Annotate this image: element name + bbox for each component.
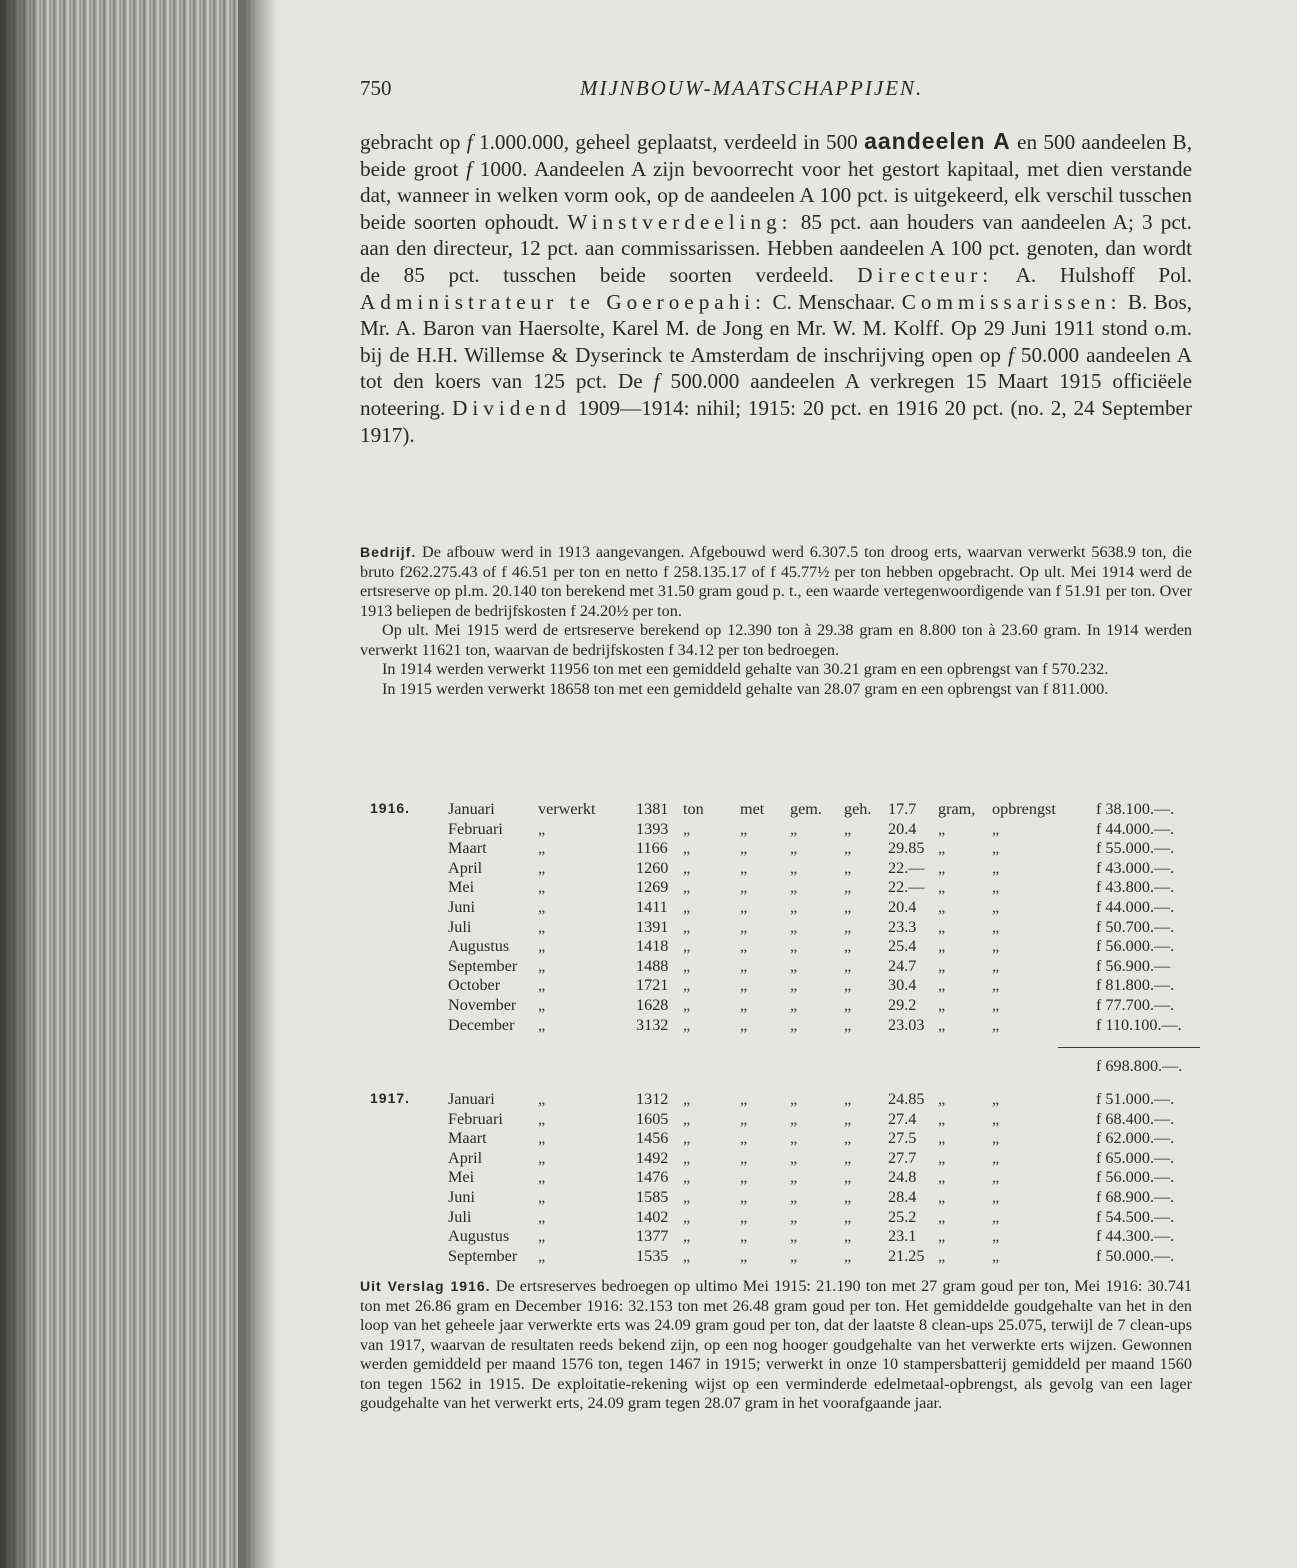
table-row xyxy=(360,878,1200,898)
verwerkt-cell: „ xyxy=(538,1246,546,1265)
intro-text-run: f xyxy=(466,130,473,154)
ditto-cell: „ xyxy=(938,839,946,858)
gram-cell: 22.— xyxy=(888,858,925,877)
tons-cell: 1377 xyxy=(636,1227,669,1246)
bedrijf-paragraph: In 1915 werden verwerkt 18658 ton met een gemiddeld gehalte van 28.07 gram en een opbrengst van f 811.000. xyxy=(382,679,1109,698)
month-cell: November xyxy=(448,995,517,1014)
amount-cell: f 44.000.—. xyxy=(1096,819,1175,838)
intro-text-run: en 500 aandeelen B, beide groot xyxy=(360,130,1192,181)
ditto-cell: „ xyxy=(740,995,748,1014)
gram-cell: 28.4 xyxy=(888,1187,917,1206)
table-row xyxy=(360,1168,1200,1188)
verwerkt-cell: „ xyxy=(538,839,546,858)
ditto-cell: met xyxy=(740,800,765,818)
ditto-cell: „ xyxy=(790,858,798,877)
ditto-cell: „ xyxy=(740,1187,748,1206)
tons-cell: 1393 xyxy=(636,819,669,838)
unit-cell: „ xyxy=(683,1129,691,1148)
unit-cell: „ xyxy=(683,819,691,838)
table-row xyxy=(360,918,1200,938)
unit-cell: „ xyxy=(683,1109,691,1128)
bedrijf-paragraph: In 1914 werden verwerkt 11956 ton met een gemiddeld gehalte van 30.21 gram en een opbrengst van f 570.232. xyxy=(382,660,1109,678)
ditto-cell: „ xyxy=(740,1090,748,1108)
table-row xyxy=(360,898,1200,918)
ditto-cell: „ xyxy=(938,1015,946,1034)
amount-cell: f 43.000.—. xyxy=(1096,858,1175,877)
ditto-cell: „ xyxy=(740,1227,748,1246)
bedrijf-section xyxy=(360,543,1192,699)
tons-cell: 1391 xyxy=(636,917,669,936)
ditto-cell: „ xyxy=(938,1148,946,1167)
amount-cell: f 43.800.—. xyxy=(1096,878,1175,897)
tons-cell: 1381 xyxy=(636,800,669,818)
bedrijf-paragraph: Op ult. Mei 1915 werd de ertsreserve berekend op 12.390 ton à 29.38 gram en 8.800 ton à 23.60 gram. In 1914 werden verwerkt 11621 ton, waarvan de bedrijfskosten f 34.12 per ton bedroegen. xyxy=(360,621,1192,659)
unit-cell: „ xyxy=(683,1187,691,1206)
ditto-cell: „ xyxy=(844,1129,852,1148)
gram-cell: 24.8 xyxy=(888,1168,917,1187)
page-title: MIJNBOUW-MAATSCHAPPIJEN. xyxy=(580,76,924,100)
unit-cell: „ xyxy=(683,1090,691,1108)
verwerkt-cell: „ xyxy=(538,937,546,956)
bedrijf-heading: Bedrijf. xyxy=(360,544,417,560)
ditto-cell: „ xyxy=(740,1246,748,1265)
tons-cell: 1312 xyxy=(636,1090,669,1108)
tons-cell: 1166 xyxy=(636,839,668,858)
ditto-cell: „ xyxy=(790,1109,798,1128)
month-cell: Maart xyxy=(448,839,487,858)
ditto-cell: „ xyxy=(790,1148,798,1167)
verwerkt-cell: „ xyxy=(538,1148,546,1167)
ditto-cell: „ xyxy=(844,937,852,956)
table-row xyxy=(360,1016,1200,1036)
gram-cell: 29.85 xyxy=(888,839,925,858)
gram-cell: 29.2 xyxy=(888,995,917,1014)
ditto-cell: „ xyxy=(938,1187,946,1206)
gram-cell: 23.3 xyxy=(888,917,917,936)
ditto-cell: „ xyxy=(844,995,852,1014)
ditto-cell: „ xyxy=(992,917,1000,936)
company-description xyxy=(360,128,1192,448)
ditto-cell: „ xyxy=(790,1187,798,1206)
ditto-cell: „ xyxy=(844,897,852,916)
ditto-cell: „ xyxy=(790,1015,798,1034)
page-number: 750 xyxy=(360,76,392,100)
verwerkt-cell: „ xyxy=(538,878,546,897)
verwerkt-cell: „ xyxy=(538,858,546,877)
ditto-cell: „ xyxy=(992,819,1000,838)
verwerkt-cell: „ xyxy=(538,917,546,936)
amount-cell: f 56.900.— xyxy=(1096,956,1171,975)
intro-text-run: gebracht op xyxy=(360,130,467,154)
ditto-cell: „ xyxy=(992,878,1000,897)
ditto-cell: „ xyxy=(938,1227,946,1246)
bedrijf-paragraph: De afbouw werd in 1913 aangevangen. Afgebouwd werd 6.307.5 ton droog erts, waarvan verwerkt 5638.9 ton, die bruto f262.275.43 of f 46.51 per ton en netto f 258.135.17 of f 45.77½ per ton hebben opgebracht. Op ult. Mei 1914 werd de ertsreserve op pl.m. 20.140 ton berekend met 31.50 gram goud p. t., een waarde vertegenwoordigende van f 51.91 per ton. Over 1913 beliepen de bedrijfskosten f 24.20½ per ton. xyxy=(360,543,1192,620)
intro-text-run: 1.000.000, geheel geplaatst, verdeeld in 500 xyxy=(472,130,865,154)
table-row xyxy=(360,996,1200,1016)
month-cell: Augustus xyxy=(448,937,510,956)
ditto-cell: „ xyxy=(992,956,1000,975)
verslag-heading: Uit Verslag 1916. xyxy=(360,1278,491,1294)
ditto-cell: „ xyxy=(740,1129,748,1148)
gram-cell: 17.7 xyxy=(888,800,917,818)
tons-cell: 1402 xyxy=(636,1207,669,1226)
amount-cell: f 65.000.—. xyxy=(1096,1148,1175,1167)
ditto-cell: „ xyxy=(938,917,946,936)
ditto-cell: „ xyxy=(790,878,798,897)
unit-cell: „ xyxy=(683,897,691,916)
ditto-cell: „ xyxy=(740,897,748,916)
ditto-cell: „ xyxy=(844,956,852,975)
year-label: 1916. xyxy=(370,800,411,816)
ditto-cell: „ xyxy=(992,839,1000,858)
ditto-cell: gem. xyxy=(790,800,822,818)
amount-cell: f 44.000.—. xyxy=(1096,897,1175,916)
gram-cell: 21.25 xyxy=(888,1246,925,1265)
ditto-cell: „ xyxy=(740,956,748,975)
ditto-cell: „ xyxy=(938,1246,946,1265)
ditto-cell: „ xyxy=(992,976,1000,995)
ditto-cell: „ xyxy=(740,1168,748,1187)
unit-cell: „ xyxy=(683,976,691,995)
ditto-cell: „ xyxy=(844,1246,852,1265)
table-row xyxy=(360,859,1200,879)
verwerkt-cell: „ xyxy=(538,1168,546,1187)
intro-text-run: B. Bos, Mr. A. Baron van Haersolte, Karel M. de Jong en Mr. W. M. Kolff. Op 29 Juni 1911 stond o.m. bij de H.H. Willemse & Dyserinck te Amsterdam de inschrijving open op xyxy=(360,289,1193,367)
ditto-cell: „ xyxy=(844,1015,852,1034)
verwerkt-cell: „ xyxy=(538,1227,546,1246)
ditto-cell: „ xyxy=(790,1207,798,1226)
month-cell: Januari xyxy=(448,800,495,818)
ditto-cell: „ xyxy=(992,1129,1000,1148)
ditto-cell: „ xyxy=(740,819,748,838)
amount-cell: f 77.700.—. xyxy=(1096,995,1175,1014)
page-gutter-shadow xyxy=(238,0,278,1568)
gram-cell: 22.— xyxy=(888,878,925,897)
table-row xyxy=(360,800,1200,820)
amount-cell: f 81.800.—. xyxy=(1096,976,1175,995)
total-1916: f 698.800.—. xyxy=(1096,1057,1183,1075)
amount-cell: f 55.000.—. xyxy=(1096,839,1175,858)
gram-cell: 24.85 xyxy=(888,1090,925,1108)
gram-cell: 30.4 xyxy=(888,976,917,995)
table-row xyxy=(360,1208,1200,1228)
ditto-cell: „ xyxy=(938,995,946,1014)
ditto-cell: „ xyxy=(740,858,748,877)
ditto-cell: „ xyxy=(740,878,748,897)
verwerkt-cell: „ xyxy=(538,897,546,916)
amount-cell: f 38.100.—. xyxy=(1096,800,1175,818)
intro-text-run: f xyxy=(653,369,660,394)
tons-cell: 1628 xyxy=(636,995,669,1014)
ditto-cell: „ xyxy=(740,917,748,936)
ditto-cell: „ xyxy=(992,1187,1000,1206)
verwerkt-cell: „ xyxy=(538,1090,546,1108)
month-cell: Mei xyxy=(448,1168,475,1187)
ditto-cell: „ xyxy=(844,858,852,877)
tons-cell: 1492 xyxy=(636,1148,669,1167)
ditto-cell: „ xyxy=(740,839,748,858)
tons-cell: 1260 xyxy=(636,858,669,877)
ditto-cell: „ xyxy=(844,1227,852,1246)
intro-text-run: A. Hulshoff Pol. xyxy=(993,262,1192,287)
intro-text-run: Directeur: xyxy=(857,262,994,287)
verwerkt-cell: „ xyxy=(538,819,546,838)
ditto-cell: „ xyxy=(790,937,798,956)
table-row xyxy=(360,957,1200,977)
intro-text-run: 1909—1914: nihil; 1915: 20 pct. en 1916 20 pct. (no. 2, 24 September 1917). xyxy=(360,395,1193,447)
intro-text-run: f xyxy=(466,156,472,181)
intro-text-run: f xyxy=(1007,342,1014,367)
amount-cell: f 68.400.—. xyxy=(1096,1109,1175,1128)
ditto-cell: „ xyxy=(844,1168,852,1187)
intro-text-run: 85 pct. aan houders van aandeelen A; 3 pct. aan den directeur, 12 pct. aan commissarissen. Hebben aandeelen A 100 pct. genoten, dan wordt de 85 pct. tusschen beide soorten verdeeld. xyxy=(360,209,1192,287)
verslag-text: De ertsreserves bedroegen op ultimo Mei 1915: 21.190 ton met 27 gram goud per ton, Mei 1916: 30.741 ton met 26.86 gram en December 1916: 32.153 ton met 26.48 gram goud per ton. Het gemiddelde goudgehalte van het in den loop van het geheele jaar verwerkte erts was 24.09 gram goud per ton, dat der laatste 8 clean-ups 25.075, terwijl de 7 clean-ups van 1917, waarvan de resultaten reeds bekend zijn, op een nog hooger goudgehalte van het verwerkte erts wijzen. Gewonnen werden gemiddeld per maand 1576 ton, tegen 1467 in 1915; verwerkt in onze 10 stampersbatterij gemiddeld per maand 1560 ton tegen 1562 in 1915. De exploitatie-rekening wijst op een verminderde edelmetaal-opbrengst, als gevolg van een lager goudgehalte van het verwerkt erts, 24.09 gram tegen 28.07 gram in het voorafgaande jaar. xyxy=(360,1277,1193,1412)
ditto-cell: „ xyxy=(992,858,1000,877)
gram-cell: 27.4 xyxy=(888,1109,917,1128)
verwerkt-cell: „ xyxy=(538,1015,546,1034)
month-cell: Juni xyxy=(448,897,475,916)
unit-cell: „ xyxy=(683,937,691,956)
ditto-cell: „ xyxy=(844,917,852,936)
ditto-cell: opbrengst xyxy=(992,800,1056,818)
ditto-cell: „ xyxy=(938,819,946,838)
ditto-cell: „ xyxy=(992,1090,1000,1108)
tons-cell: 1585 xyxy=(636,1187,669,1206)
month-cell: Juni xyxy=(448,1187,475,1206)
amount-cell: f 50.700.—. xyxy=(1096,917,1175,936)
table-row xyxy=(360,1110,1200,1130)
ditto-cell: „ xyxy=(992,897,1000,916)
tons-cell: 1721 xyxy=(636,976,669,995)
ditto-cell: „ xyxy=(938,937,946,956)
verwerkt-cell: „ xyxy=(538,1129,546,1148)
ditto-cell: „ xyxy=(844,976,852,995)
tons-cell: 1476 xyxy=(636,1168,669,1187)
unit-cell: „ xyxy=(683,1207,691,1226)
month-cell: April xyxy=(448,1148,483,1167)
tons-cell: 3132 xyxy=(636,1015,669,1034)
production-table-1916 xyxy=(360,800,1200,1035)
amount-cell: f 110.100.—. xyxy=(1096,1015,1182,1034)
intro-text-run: Dividend xyxy=(452,395,571,420)
ditto-cell: „ xyxy=(844,839,852,858)
month-cell: Mei xyxy=(448,878,475,897)
ditto-cell: „ xyxy=(740,937,748,956)
unit-cell: „ xyxy=(683,1015,691,1034)
ditto-cell: „ xyxy=(790,897,798,916)
unit-cell: „ xyxy=(683,995,691,1014)
ditto-cell: „ xyxy=(844,1207,852,1226)
gram-cell: 20.4 xyxy=(888,819,917,838)
month-cell: Februari xyxy=(448,819,503,838)
tons-cell: 1456 xyxy=(636,1129,669,1148)
verwerkt-cell: „ xyxy=(538,1109,546,1128)
table-row xyxy=(360,839,1200,859)
table-row xyxy=(360,1129,1200,1149)
amount-cell: f 54.500.—. xyxy=(1096,1207,1175,1226)
table-row xyxy=(360,1149,1200,1169)
tons-cell: 1488 xyxy=(636,956,669,975)
gram-cell: 27.5 xyxy=(888,1129,917,1148)
gram-cell: 25.4 xyxy=(888,937,917,956)
unit-cell: „ xyxy=(683,1246,691,1265)
amount-cell: f 50.000.—. xyxy=(1096,1246,1175,1265)
amount-cell: f 56.000.—. xyxy=(1096,937,1175,956)
table-row xyxy=(360,1188,1200,1208)
ditto-cell: „ xyxy=(844,878,852,897)
verwerkt-cell: verwerkt xyxy=(538,800,596,818)
amount-cell: f 56.000.—. xyxy=(1096,1168,1175,1187)
intro-text-run: C. Menschaar. xyxy=(766,289,902,314)
month-cell: December xyxy=(448,1015,515,1034)
ditto-cell: „ xyxy=(790,1168,798,1187)
ditto-cell: „ xyxy=(938,1109,946,1128)
ditto-cell: „ xyxy=(992,1109,1000,1128)
amount-cell: f 51.000.—. xyxy=(1096,1090,1175,1108)
verwerkt-cell: „ xyxy=(538,1207,546,1226)
ditto-cell: geh. xyxy=(844,800,872,818)
ditto-cell: „ xyxy=(992,937,1000,956)
verwerkt-cell: „ xyxy=(538,956,546,975)
month-cell: Februari xyxy=(448,1109,503,1128)
unit-cell: „ xyxy=(683,917,691,936)
gram-cell: 23.1 xyxy=(888,1227,917,1246)
month-cell: October xyxy=(448,976,501,995)
ditto-cell: „ xyxy=(790,1246,798,1265)
ditto-cell: „ xyxy=(740,976,748,995)
table-row xyxy=(360,1227,1200,1247)
verwerkt-cell: „ xyxy=(538,995,546,1014)
month-cell: Maart xyxy=(448,1129,487,1148)
table-row xyxy=(360,1090,1200,1110)
intro-text-run: 50.000 aandeelen A tot den koers van 125 pct. De xyxy=(360,342,1193,394)
amount-cell: f 62.000.—. xyxy=(1096,1129,1175,1148)
gram-cell: 24.7 xyxy=(888,956,917,975)
table-row xyxy=(360,1247,1200,1267)
intro-text-run: Winstverdeeling: xyxy=(567,209,793,234)
ditto-cell: „ xyxy=(740,1148,748,1167)
unit-cell: „ xyxy=(683,956,691,975)
ditto-cell: „ xyxy=(992,1246,1000,1265)
ditto-cell: „ xyxy=(938,897,946,916)
ditto-cell: „ xyxy=(992,1015,1000,1034)
ditto-cell: „ xyxy=(992,1168,1000,1187)
ditto-cell: „ xyxy=(938,1207,946,1226)
ditto-cell: „ xyxy=(938,976,946,995)
unit-cell: „ xyxy=(683,1168,691,1187)
ditto-cell: gram, xyxy=(938,800,976,818)
intro-text-run: Administrateur te Goeroepahi: xyxy=(360,289,767,314)
unit-cell: „ xyxy=(683,878,691,897)
ditto-cell: „ xyxy=(844,819,852,838)
month-cell: Januari xyxy=(448,1090,495,1108)
gram-cell: 25.2 xyxy=(888,1207,917,1226)
ditto-cell: „ xyxy=(938,1168,946,1187)
verwerkt-cell: „ xyxy=(538,976,546,995)
ditto-cell: „ xyxy=(938,956,946,975)
month-cell: Juli xyxy=(448,917,472,936)
running-head xyxy=(360,76,1190,106)
ditto-cell: „ xyxy=(790,1227,798,1246)
gram-cell: 27.7 xyxy=(888,1148,917,1167)
verwerkt-cell: „ xyxy=(538,1187,546,1206)
ditto-cell: „ xyxy=(992,995,1000,1014)
ditto-cell: „ xyxy=(790,819,798,838)
tons-cell: 1535 xyxy=(636,1246,669,1265)
table-row xyxy=(360,820,1200,840)
intro-text-run: 1000. Aandeelen A zijn bevoorrecht voor het gestort kapitaal, met dien verstande dat, wanneer in welken vorm ook, op de aandeelen A 100 pct. is uitgekeerd, elk verschil tusschen beide soorten ophoudt. xyxy=(360,156,1193,234)
amount-cell: f 68.900.—. xyxy=(1096,1187,1175,1206)
ditto-cell: „ xyxy=(740,1109,748,1128)
ditto-cell: „ xyxy=(790,1129,798,1148)
ditto-cell: „ xyxy=(740,1015,748,1034)
unit-cell: „ xyxy=(683,839,691,858)
table-row xyxy=(360,937,1200,957)
ditto-cell: „ xyxy=(938,858,946,877)
unit-cell: „ xyxy=(683,1148,691,1167)
unit-cell: „ xyxy=(683,858,691,877)
ditto-cell: „ xyxy=(790,1090,798,1108)
intro-text-run: aandeelen A xyxy=(864,128,1011,154)
ditto-cell: „ xyxy=(844,1090,852,1108)
production-table-1917 xyxy=(360,1090,1200,1266)
unit-cell: „ xyxy=(683,1227,691,1246)
total-rule xyxy=(1058,1047,1200,1048)
ditto-cell: „ xyxy=(844,1187,852,1206)
tons-cell: 1411 xyxy=(636,897,668,916)
month-cell: Augustus xyxy=(448,1227,510,1246)
ditto-cell: „ xyxy=(790,995,798,1014)
tons-cell: 1269 xyxy=(636,878,669,897)
month-cell: September xyxy=(448,956,518,975)
ditto-cell: „ xyxy=(992,1207,1000,1226)
ditto-cell: „ xyxy=(790,917,798,936)
month-cell: September xyxy=(448,1246,518,1265)
table-row xyxy=(360,976,1200,996)
unit-cell: ton xyxy=(683,800,704,818)
gram-cell: 23.03 xyxy=(888,1015,925,1034)
amount-cell: f 44.300.—. xyxy=(1096,1227,1175,1246)
intro-text-run: Commissarissen: xyxy=(901,289,1122,314)
ditto-cell: „ xyxy=(992,1148,1000,1167)
ditto-cell: „ xyxy=(844,1148,852,1167)
ditto-cell: „ xyxy=(938,1090,946,1108)
ditto-cell: „ xyxy=(790,839,798,858)
tons-cell: 1418 xyxy=(636,937,669,956)
intro-text-run: 500.000 aandeelen A verkregen 15 Maart 1915 officiëele noteering. xyxy=(360,369,1192,420)
month-cell: April xyxy=(448,858,483,877)
ditto-cell: „ xyxy=(790,956,798,975)
month-cell: Juli xyxy=(448,1207,472,1226)
ditto-cell: „ xyxy=(844,1109,852,1128)
ditto-cell: „ xyxy=(938,1129,946,1148)
ditto-cell: „ xyxy=(740,1207,748,1226)
ditto-cell: „ xyxy=(790,976,798,995)
tons-cell: 1605 xyxy=(636,1109,669,1128)
year-label: 1917. xyxy=(370,1090,411,1106)
ditto-cell: „ xyxy=(992,1227,1000,1246)
verslag-section xyxy=(360,1277,1192,1414)
gram-cell: 20.4 xyxy=(888,897,917,916)
spine-shadow xyxy=(0,0,40,1568)
ditto-cell: „ xyxy=(938,878,946,897)
